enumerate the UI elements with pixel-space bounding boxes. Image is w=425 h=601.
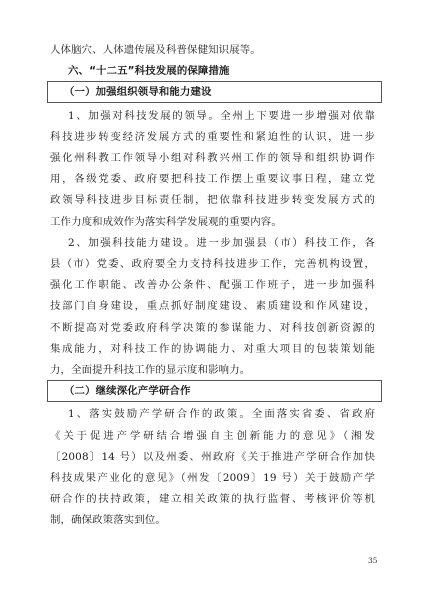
- paragraph-line: 集成能力，对科技工作的协调能力、对重大项目的包装策划能: [50, 342, 375, 355]
- paragraph-line: 1、落实鼓励产学研合作的政策。全面落实省委、省政府: [68, 408, 375, 421]
- paragraph-line: 强化州科教工作领导小组对科教兴州工作的领导和组织协调作: [50, 152, 375, 164]
- subsection-heading: （二）继续深化产学研合作: [64, 385, 191, 398]
- paragraph-line: 用，各级党委、政府要把科技工作摆上重要议事日程，建立党: [50, 173, 375, 186]
- page-number: 35: [368, 556, 378, 565]
- paragraph-line: 强化工作职能、改善办公条件、配强工作班子，进一步加强科: [50, 279, 375, 292]
- paragraph-line: 制，确保政策落实到位。: [50, 514, 166, 527]
- paragraph-line: 不断提高对党委政府科学决策的参谋能力、对科技创新资源的: [50, 321, 375, 334]
- paragraph-line: 科技成果产业化的意见》（州发〔2009〕19 号）关于鼓励产学: [50, 472, 375, 484]
- paragraph-line: 2、加强科技能力建设。进一步加强县（市）科技工作，各: [68, 236, 375, 249]
- paragraph-line: 技部门自身建设，重点抓好制度建设、素质建设和作风建设，: [50, 300, 375, 313]
- paragraph-line: 工作力度和成效作为落实科学发展观的重要内容。: [50, 215, 282, 228]
- subsection-heading: （一）加强组织领导和能力建设: [64, 86, 212, 99]
- section-heading: 六、“十二五”科技发展的保障措施: [68, 65, 230, 78]
- paragraph-line: 〔2008〕14 号）以及州委、州政府《关于推进产学研合作加快: [50, 450, 375, 463]
- paragraph-line: 《关于促进产学研结合增强自主创新能力的意见》（湘发: [50, 429, 375, 442]
- paragraph-line: 1、加强对科技发展的领导。全州上下要进一步增强对依靠: [68, 109, 375, 122]
- paragraph-line: 研合作的扶持政策，建立相关政策的执行监督、考核评价等机: [50, 493, 375, 506]
- paragraph-line: 人体脑穴、人体遗传展及科普保健知识展等。: [50, 44, 261, 56]
- paragraph-line: 县（市）党委、政府要全力支持科技进步工作，完善机构设置，: [50, 258, 375, 270]
- paragraph-line: 政领导科技进步目标责任制，把依靠科技进步转变发展方式的: [50, 194, 375, 207]
- paragraph-line: 力，全面提升科技工作的显示度和影响力。: [50, 364, 251, 376]
- paragraph-line: 科技进步转变经济发展方式的重要性和紧迫性的认识，进一步: [50, 130, 375, 143]
